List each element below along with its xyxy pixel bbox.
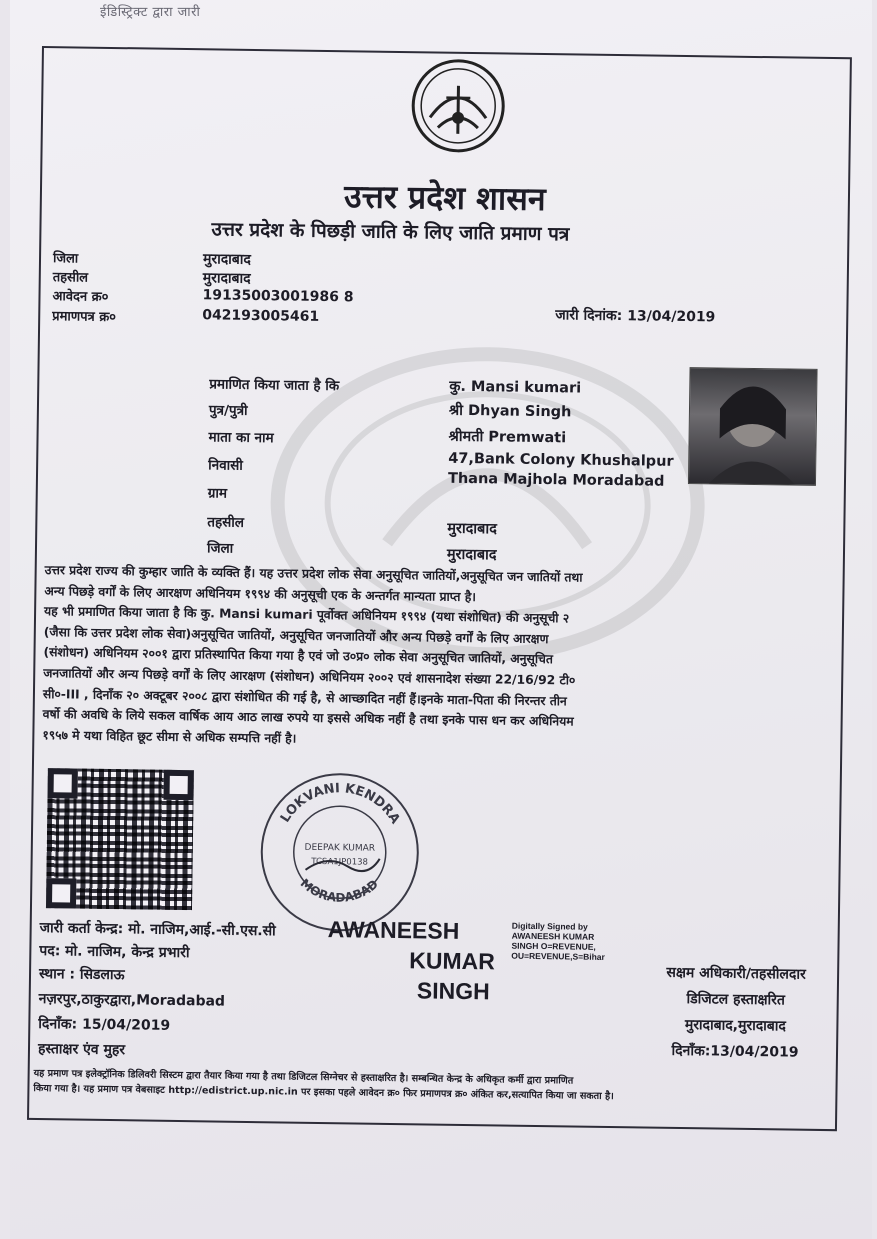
stamp-code: TCSA1JP0138 (311, 856, 369, 868)
stamp-name: DEEPAK KUMAR (304, 842, 376, 854)
footer-line: यह प्रमाण पत्र इलेक्ट्रॉनिक डिलिवरी सिस्टम द्वारा तैयार किया गया है तथा डिजिटल सिग्नेचर से हस्ताक्षरित है। सम्बन्धित केन्द्र के अधिकृत कर्मी द्वारा प्रमाणित (33, 1067, 574, 1087)
holder-photo (688, 367, 818, 486)
footer-line: किया गया है। यह प्रमाण पत्र वेबसाइट http://edistrict.up.nic.in पर इसका पहले आवेदन क्र० फिर प्रमाणपत्र क्र० अंकित कर,सत्यापित किया जा सकता है। (33, 1082, 614, 1103)
father-name: श्री Dhyan Singh (448, 402, 572, 421)
top-note: ईडिस्ट्रिक्ट द्वारा जारी (100, 5, 201, 20)
page-title: उत्तर प्रदेश शासन (343, 177, 546, 219)
signer-line: AWANEESH (327, 916, 460, 944)
officer-location: मुरादाबाद,मुरादाबाद (684, 1017, 786, 1035)
holder-tehsil-label: तहसील (207, 514, 245, 531)
stamp-ring-bottom: MORADABAD (297, 875, 381, 905)
certificate-page (10, 0, 872, 1239)
digital-signature-details (511, 921, 652, 963)
holder-tehsil-value: मुरादाबाद (447, 520, 497, 538)
issuer-date: दिनाँक: 15/04/2019 (38, 1016, 171, 1034)
dsig-line: OU=REVENUE,S=Bihar (511, 950, 605, 962)
issuing-center: जारी कर्ता केन्द्र: मो. नाजिम,आई.-सी.एस.सी (39, 920, 276, 940)
certificate-no-value: 042193005461 (202, 307, 320, 325)
officer-date: दिनाँक:13/04/2019 (671, 1042, 799, 1061)
svg-text:MORADABAD (297, 876, 381, 906)
body-line: (संशोधन) अधिनियम २००१ द्वारा प्रतिस्थापित किया गया है एवं जो उ०प्र० लोक सेवा अनुसूचित जातियों, अनुसूचित (43, 645, 553, 667)
certificate-subtitle: उत्तर प्रदेश के पिछड़ी जाति के लिए जाति प्रमाण पत्र (211, 218, 570, 246)
digital-signer-name (327, 914, 496, 1006)
digitally-signed-label: डिजिटल हस्ताक्षरित (686, 991, 786, 1009)
issuer-place: स्थान : सिडलाऊ (38, 966, 125, 984)
signer-line: KUMAR (409, 947, 496, 975)
footer-note (33, 1066, 833, 1107)
body-line: उत्तर प्रदेश राज्य की कुम्हार जाति के व्यक्ति हैं। यह उत्तर प्रदेश लोक सेवा अनुसूचित जातियों,अनुसूचित जन जातियों तथा (44, 563, 583, 585)
issuer-post: पद: मो. नाजिम, केन्द्र प्रभारी (39, 943, 190, 962)
dsig-line: AWANEESH KUMAR (511, 930, 595, 942)
certify-label: प्रमाणित किया जाता है कि (209, 376, 340, 395)
body-line: यह भी प्रमाणित किया जाता है कि कु. Mansi kumari पूर्वोक्त अधिनियम १९९४ (यथा संशोधित) की अनुसूची २ (44, 604, 570, 626)
competent-officer: सक्षम अधिकारी/तहसीलदार (666, 964, 806, 983)
certificate-body (42, 560, 835, 756)
village-label: ग्राम (207, 485, 228, 502)
mother-label: माता का नाम (208, 429, 274, 447)
certificate-frame (27, 46, 852, 1131)
body-line: अन्य पिछड़े वर्गों के लिए आरक्षण अधिनियम १९९४ की अनुसूची एक के अन्तर्गत मान्यता प्राप्त है। (44, 583, 477, 604)
parent-label: पुत्र/पुत्री (208, 402, 248, 419)
signer-line: SINGH (416, 977, 490, 1005)
application-no-label: आवेदन क्र० (52, 289, 109, 305)
residence-value: 47,Bank Colony Khushalpur (448, 450, 674, 470)
district-label: जिला (52, 251, 79, 267)
issuer-address: नज़रपुर,ठाकुरद्वारा,Moradabad (38, 991, 226, 1010)
dsig-line: SINGH O=REVENUE, (511, 940, 596, 952)
body-line: १९५७ मे यथा विहित छूट सीमा से अधिक सम्पत्ति नहीं है। (42, 727, 297, 746)
mother-name: श्रीमती Premwati (448, 428, 567, 447)
lokvani-kendra-stamp (257, 769, 423, 935)
residence-label: निवासी (208, 457, 243, 474)
holder-district-label: जिला (206, 540, 234, 557)
signature-seal-label: हस्ताक्षर एंव मुहर (37, 1041, 126, 1059)
stamp-ring-top: LOKVANI KENDRA (277, 781, 403, 827)
holder-name: कु. Mansi kumari (449, 378, 582, 397)
certificate-no-label: प्रमाणपत्र क्र० (52, 309, 117, 326)
district-value: मुरादाबाद (202, 251, 251, 268)
village-value: Thana Majhola Moradabad (447, 470, 665, 490)
dsig-line: Digitally Signed by (511, 920, 588, 932)
issue-date: जारी दिनांक: 13/04/2019 (555, 307, 716, 326)
tehsil-value: मुरादाबाद (202, 270, 251, 287)
holder-district-value: मुरादाबाद (446, 546, 497, 564)
up-state-emblem-icon (398, 57, 519, 155)
body-line: जनजातियों और अन्य पिछड़े वर्गों के लिए आरक्षण (संशोधन) अधिनियम २००२ एवं शासनादेश संख्या 22/16/92 टी० (43, 666, 576, 688)
application-no-value: 19135003001986 8 (202, 287, 354, 306)
body-line: वर्षो की अवधि के लिये सकल वार्षिक आय आठ लाख रुपये या इससे अधिक नहीं है तथा इनके पास धन कर अधिनियम (42, 707, 574, 729)
tehsil-label: तहसील (52, 270, 89, 286)
body-line: सी०-III , दिनाँक २० अक्टूबर २००८ द्वारा संशोधित की गई है, से आच्छादित नहीं हैं।इनके माता-पिता की निरन्तर तीन (42, 686, 567, 708)
qr-code (46, 768, 194, 910)
body-line: (जैसा कि उत्तर प्रदेश लोक सेवा)अनुसूचित जातियों, अनुसूचित जनजातियों और अन्य पिछड़े वर्गों के लिए आरक्षण (43, 624, 549, 646)
